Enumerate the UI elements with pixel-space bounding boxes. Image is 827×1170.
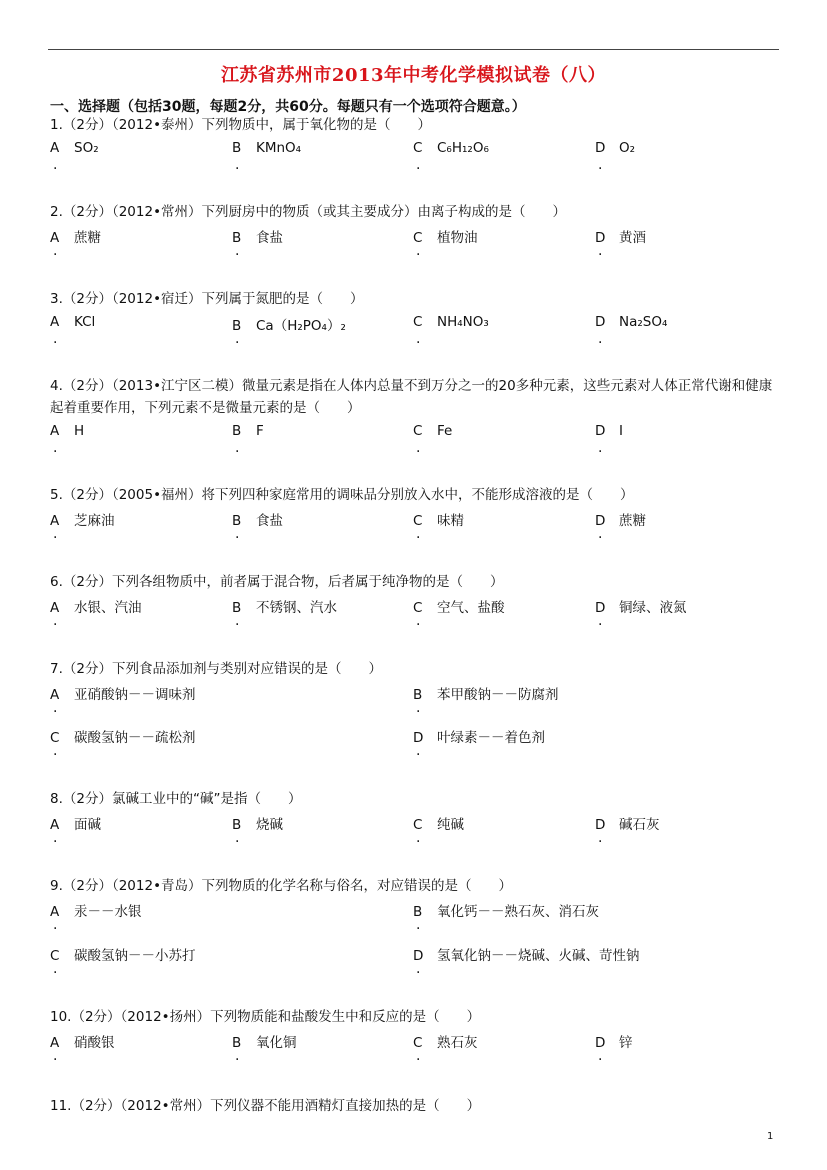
question-9: 9.（2分）（2012•青岛）下列物质的化学名称与俗名，对应错误的是（ ） [50,878,513,894]
option-dot: . [53,743,58,759]
option-dot: . [53,243,58,259]
q9-option-a[interactable]: A 汞－－水银 [50,904,142,920]
option-dot: . [598,613,603,629]
option-dot: . [416,961,421,977]
option-dot: . [416,743,421,759]
q8-option-d[interactable]: D 碱石灰 [595,817,660,833]
q10-option-d[interactable]: D 锌 [595,1035,633,1051]
q5-option-b[interactable]: B 食盐 [232,513,283,529]
q8-option-a[interactable]: A 面碱 [50,817,101,833]
q2-option-d[interactable]: D 黄酒 [595,230,646,246]
option-dot: . [235,526,240,542]
q1-option-b[interactable]: B KMnO₄ [232,140,302,156]
q4-option-b[interactable]: B F [232,423,264,439]
q4-option-c[interactable]: C Fe [413,423,453,439]
option-dot: . [53,526,58,542]
option-dot: . [416,157,421,173]
q10-option-b[interactable]: B 氧化铜 [232,1035,297,1051]
q7-option-d[interactable]: D 叶绿素－－着色剂 [413,730,545,746]
option-dot: . [235,613,240,629]
option-dot: . [416,243,421,259]
q6-option-d[interactable]: D 铜绿、液氮 [595,600,687,616]
question-5: 5.（2分）（2005•福州）将下列四种家庭常用的调味品分别放入水中，不能形成溶液的是（ ） [50,487,634,503]
option-dot: . [416,526,421,542]
q6-option-a[interactable]: A 水银、汽油 [50,600,142,616]
option-dot: . [416,613,421,629]
option-dot: . [416,700,421,716]
question-8: 8.（2分）氯碱工业中的“碱”是指（ ） [50,791,302,807]
page-number: 1 [767,1131,774,1142]
option-dot: . [598,243,603,259]
option-dot: . [235,830,240,846]
option-dot: . [53,613,58,629]
q3-option-a[interactable]: A KCl [50,314,96,330]
q5-option-a[interactable]: A 芝麻油 [50,513,115,529]
option-dot: . [53,1048,58,1064]
header-rule [48,49,779,50]
option-dot: . [53,830,58,846]
question-10: 10.（2分）（2012•扬州）下列物质能和盐酸发生中和反应的是（ ） [50,1009,481,1025]
question-1: 1.（2分）（2012•泰州）下列物质中，属于氧化物的是（ ） [50,117,432,133]
q9-option-d[interactable]: D 氢氧化钠－－烧碱、火碱、苛性钠 [413,948,640,964]
page-title: 江苏省苏州市2013年中考化学模拟试卷（八） [220,65,607,86]
q1-option-a[interactable]: A SO₂ [50,140,99,156]
q1-option-c[interactable]: C C₆H₁₂O₆ [413,140,489,156]
q5-option-d[interactable]: D 蔗糖 [595,513,646,529]
option-dot: . [235,157,240,173]
q10-option-a[interactable]: A 硝酸银 [50,1035,115,1051]
question-2: 2.（2分）（2012•常州）下列厨房中的物质（或其主要成分）由离子构成的是（ ） [50,204,567,220]
question-7: 7.（2分）下列食品添加剂与类别对应错误的是（ ） [50,661,382,677]
q3-option-b[interactable]: B Ca（H₂PO₄）₂ [232,318,346,334]
option-dot: . [416,830,421,846]
q8-option-c[interactable]: C 纯碱 [413,817,464,833]
option-dot: . [416,1048,421,1064]
q7-option-c[interactable]: C 碳酸氢钠－－疏松剂 [50,730,196,746]
q8-option-b[interactable]: B 烧碱 [232,817,283,833]
option-dot: . [598,440,603,456]
option-dot: . [598,1048,603,1064]
q9-option-c[interactable]: C 碳酸氢钠－－小苏打 [50,948,196,964]
q6-option-c[interactable]: C 空气、盐酸 [413,600,505,616]
q7-option-a[interactable]: A 亚硝酸钠－－调味剂 [50,687,196,703]
option-dot: . [416,440,421,456]
q2-option-a[interactable]: A 蔗糖 [50,230,101,246]
option-dot: . [598,526,603,542]
q3-option-d[interactable]: D Na₂SO₄ [595,314,668,330]
question-3: 3.（2分）（2012•宿迁）下列属于氮肥的是（ ） [50,291,364,307]
option-dot: . [235,1048,240,1064]
q1-option-d[interactable]: D O₂ [595,140,636,156]
option-dot: . [235,331,240,347]
q4-option-d[interactable]: D I [595,423,623,439]
option-dot: . [235,440,240,456]
q7-option-b[interactable]: B 苯甲酸钠－－防腐剂 [413,687,559,703]
option-dot: . [53,157,58,173]
option-dot: . [53,440,58,456]
question-6: 6.（2分）下列各组物质中，前者属于混合物，后者属于纯净物的是（ ） [50,574,504,590]
q6-option-b[interactable]: B 不锈钢、汽水 [232,600,337,616]
option-dot: . [598,157,603,173]
option-dot: . [416,331,421,347]
option-dot: . [416,917,421,933]
question-4: 4.（2分）（2013•江宁区二模）微量元素是指在人体内总量不到万分之一的20多种元素，这些元素对人体正常代谢和健康起着重要作用，下列元素不是微量元素的是（ ） [50,378,773,416]
q10-option-c[interactable]: C 熟石灰 [413,1035,478,1051]
option-dot: . [235,243,240,259]
option-dot: . [53,331,58,347]
option-dot: . [53,700,58,716]
option-dot: . [53,917,58,933]
section-heading: 一、选择题（包括30题，每题2分，共60分。每题只有一个选项符合题意。） [50,99,526,115]
q5-option-c[interactable]: C 味精 [413,513,464,529]
option-dot: . [598,830,603,846]
question-11: 11.（2分）（2012•常州）下列仪器不能用酒精灯直接加热的是（ ） [50,1098,481,1114]
q3-option-c[interactable]: C NH₄NO₃ [413,314,489,330]
option-dot: . [53,961,58,977]
q9-option-b[interactable]: B 氧化钙－－熟石灰、消石灰 [413,904,599,920]
option-dot: . [598,331,603,347]
q2-option-c[interactable]: C 植物油 [413,230,478,246]
q4-option-a[interactable]: A H [50,423,85,439]
q2-option-b[interactable]: B 食盐 [232,230,283,246]
